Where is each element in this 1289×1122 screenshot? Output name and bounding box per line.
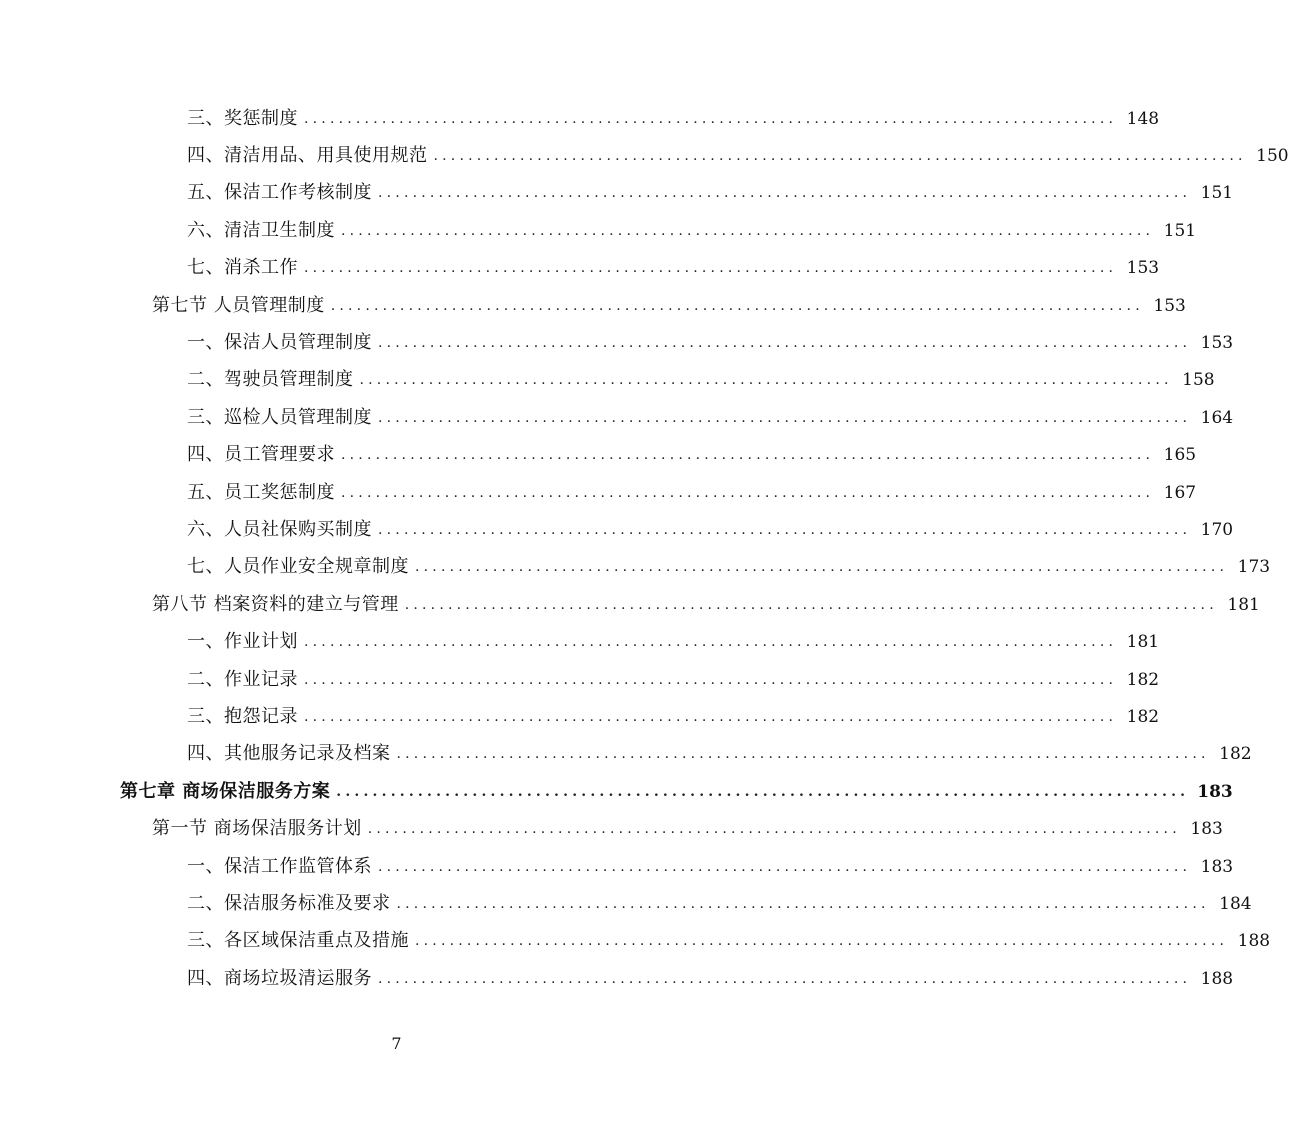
toc-dot-leader: .............................................................................................. — [378, 185, 1192, 202]
toc-section-entry[interactable] — [0, 287, 1186, 324]
toc-entry-title: 四、商场垃圾清运服务 — [187, 967, 372, 989]
toc-entry[interactable] — [0, 661, 1160, 698]
toc-dot-leader: .............................................................................................. — [359, 372, 1173, 389]
toc-entry-page: 183 — [1200, 856, 1234, 877]
toc-dot-leader: .............................................................................................. — [304, 110, 1118, 127]
toc-entry[interactable] — [0, 212, 1197, 249]
toc-dot-leader: .............................................................................................. — [433, 148, 1247, 165]
toc-dot-leader: .............................................................................................. — [304, 260, 1118, 277]
toc-entry[interactable] — [0, 324, 1234, 361]
toc-entry-title: 五、员工奖惩制度 — [187, 481, 335, 503]
toc-entry[interactable] — [0, 511, 1234, 548]
page-number: 7 — [391, 1034, 402, 1053]
toc-dot-leader: .............................................................................................. — [404, 596, 1218, 613]
toc-entry-page: 181 — [1126, 632, 1160, 653]
toc-entry-page: 165 — [1163, 445, 1197, 466]
toc-entry-title: 二、作业记录 — [187, 668, 298, 690]
toc-dot-leader: .............................................................................................. — [378, 521, 1192, 538]
toc-chapter-entry[interactable] — [0, 773, 1233, 810]
toc-entry[interactable] — [0, 362, 1215, 399]
toc-entry-title: 第七章 商场保洁服务方案 — [120, 780, 331, 802]
toc-entry-title: 三、奖惩制度 — [187, 107, 298, 129]
toc-entry-page: 182 — [1219, 744, 1252, 765]
toc-entry-page: 153 — [1200, 333, 1234, 354]
toc-section-entry[interactable] — [0, 810, 1223, 847]
toc-entry[interactable] — [0, 923, 1271, 960]
toc-entry[interactable] — [0, 175, 1234, 212]
toc-entry-page: 183 — [1197, 781, 1233, 802]
toc-entry-page: 151 — [1200, 183, 1234, 204]
toc-entry-title: 四、员工管理要求 — [187, 444, 335, 466]
toc-entry[interactable] — [0, 885, 1252, 922]
toc-entry-page: 182 — [1126, 669, 1160, 690]
toc-dot-leader: .............................................................................................. — [396, 746, 1210, 763]
toc-dot-leader: .............................................................................................. — [341, 447, 1155, 464]
toc-entry[interactable] — [0, 960, 1234, 997]
toc-dot-leader: .............................................................................................. — [330, 297, 1144, 314]
toc-entry-page: 164 — [1200, 407, 1234, 428]
toc-entry-title: 二、驾驶员管理制度 — [187, 369, 354, 391]
toc-entry-page: 188 — [1200, 968, 1234, 989]
toc-entry-page: 184 — [1219, 893, 1252, 914]
toc-entry-title: 一、保洁工作监管体系 — [187, 855, 372, 877]
toc-dot-leader: .............................................................................................. — [304, 634, 1118, 651]
toc-dot-leader: .............................................................................................. — [336, 783, 1190, 800]
toc-dot-leader: .............................................................................................. — [378, 970, 1192, 987]
toc-entry[interactable] — [0, 848, 1234, 885]
toc-dot-leader: .............................................................................................. — [378, 335, 1192, 352]
toc-entry-title: 第八节 档案资料的建立与管理 — [152, 593, 399, 615]
toc-dot-leader: .............................................................................................. — [378, 409, 1192, 426]
toc-entry[interactable] — [0, 399, 1234, 436]
toc-dot-leader: .............................................................................................. — [396, 895, 1210, 912]
toc-entry-title: 三、抱怨记录 — [187, 705, 298, 727]
toc-entry[interactable] — [0, 623, 1160, 660]
toc-entry[interactable] — [0, 736, 1252, 773]
toc-entry-page: 151 — [1163, 220, 1197, 241]
toc-entry-page: 173 — [1237, 557, 1271, 578]
toc-entry-page: 170 — [1200, 519, 1234, 540]
toc-entry-title: 七、消杀工作 — [187, 257, 298, 279]
toc-entry-page: 158 — [1182, 370, 1215, 391]
toc-entry-page: 153 — [1126, 258, 1160, 279]
toc-dot-leader: .............................................................................................. — [415, 559, 1229, 576]
toc-section-entry[interactable] — [0, 586, 1260, 623]
toc-entry[interactable] — [0, 100, 1160, 137]
toc-entry-title: 三、各区域保洁重点及措施 — [187, 930, 409, 952]
toc-entry-page: 181 — [1227, 594, 1260, 615]
toc-entry-title: 第七节 人员管理制度 — [152, 294, 325, 316]
toc-entry-page: 167 — [1163, 482, 1197, 503]
toc-dot-leader: .............................................................................................. — [341, 484, 1155, 501]
toc-entry-title: 二、保洁服务标准及要求 — [187, 892, 391, 914]
toc-entry-title: 第一节 商场保洁服务计划 — [152, 818, 362, 840]
toc-entry-title: 四、清洁用品、用具使用规范 — [187, 145, 428, 167]
toc-entry-title: 四、其他服务记录及档案 — [187, 743, 391, 765]
toc-entry-page: 153 — [1153, 295, 1186, 316]
toc-dot-leader: .............................................................................................. — [367, 821, 1181, 838]
toc-entry[interactable] — [0, 549, 1271, 586]
toc-entry[interactable] — [0, 137, 1289, 174]
toc-entry-title: 一、作业计划 — [187, 631, 298, 653]
toc-dot-leader: .............................................................................................. — [415, 933, 1229, 950]
toc-entry-title: 六、人员社保购买制度 — [187, 518, 372, 540]
toc-entry-title: 七、人员作业安全规章制度 — [187, 556, 409, 578]
toc-dot-leader: .............................................................................................. — [378, 858, 1192, 875]
toc-entry[interactable] — [0, 474, 1197, 511]
toc-entry-page: 182 — [1126, 706, 1160, 727]
toc-entry-page: 150 — [1256, 146, 1289, 167]
table-of-contents — [0, 100, 1289, 997]
toc-entry-page: 188 — [1237, 931, 1271, 952]
toc-entry-page: 183 — [1190, 819, 1223, 840]
toc-dot-leader: .............................................................................................. — [304, 708, 1118, 725]
toc-dot-leader: .............................................................................................. — [341, 222, 1155, 239]
toc-entry[interactable] — [0, 437, 1197, 474]
toc-entry[interactable] — [0, 698, 1160, 735]
toc-entry-title: 五、保洁工作考核制度 — [187, 182, 372, 204]
toc-entry-page: 148 — [1126, 108, 1160, 129]
toc-entry[interactable] — [0, 250, 1160, 287]
toc-dot-leader: .............................................................................................. — [304, 671, 1118, 688]
toc-entry-title: 三、巡检人员管理制度 — [187, 406, 372, 428]
toc-entry-title: 六、清洁卫生制度 — [187, 219, 335, 241]
toc-entry-title: 一、保洁人员管理制度 — [187, 332, 372, 354]
